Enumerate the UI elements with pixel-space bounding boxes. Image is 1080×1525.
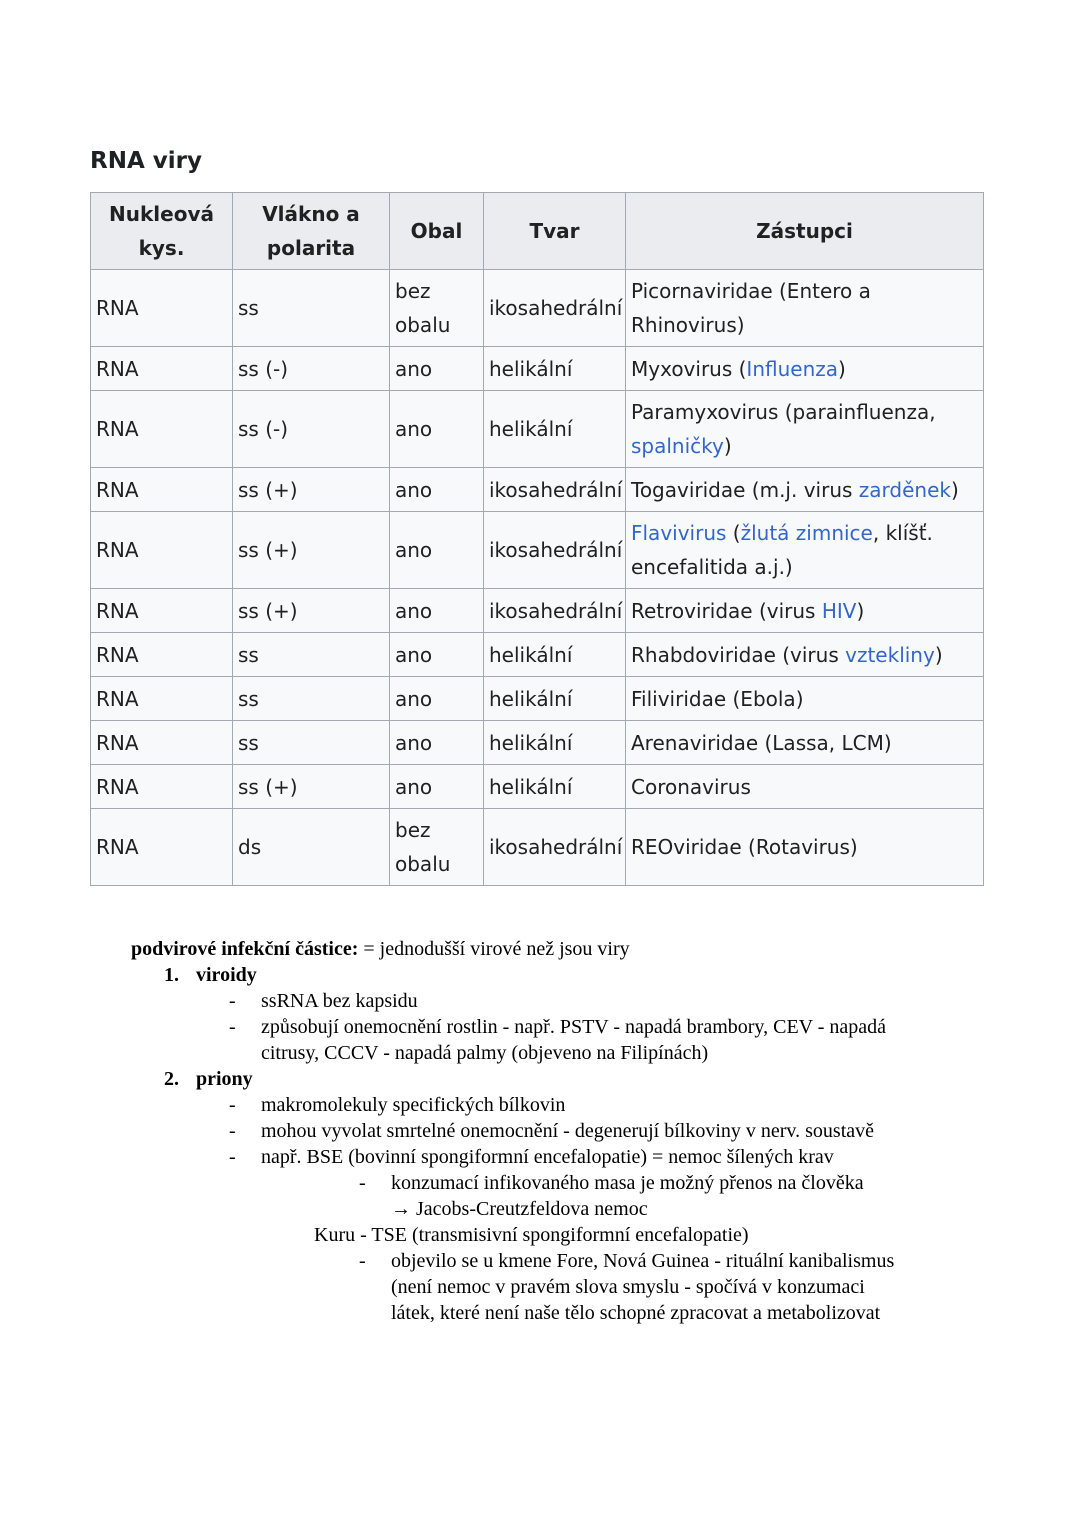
- cell-obal: bez obalu: [390, 809, 484, 886]
- zastupci-text: Togaviridae (m.j. virus: [631, 477, 859, 502]
- cell-kys: RNA: [91, 468, 233, 512]
- virus-link[interactable]: zarděnek: [858, 477, 951, 502]
- cell-zastupci: [626, 347, 984, 391]
- virus-link[interactable]: spalničky: [631, 434, 724, 458]
- cell-zastupci: [626, 391, 984, 468]
- viroidy-point-2: způsobují onemocnění rostlin - např. PSTV - napadá brambory, CEV - napadá: [261, 1016, 887, 1038]
- cell-obal: ano: [390, 765, 484, 809]
- zastupci-text: Paramyxovirus (parainfluenza,: [631, 400, 936, 424]
- zastupci-text: Retroviridae (virus: [631, 598, 822, 623]
- list-item-number: 2.: [164, 1068, 179, 1090]
- virus-link[interactable]: Influenza: [746, 356, 839, 381]
- notes-intro: podvirové infekční částice: = jednodušší virové než jsou viry: [131, 938, 630, 960]
- cell-kys: RNA: [91, 391, 233, 468]
- priony-point-3: např. BSE (bovinní spongiformní encefalopatie) = nemoc šílených krav: [261, 1146, 834, 1168]
- cell-vlakno: ss (+): [233, 512, 390, 589]
- header-tvar: Tvar: [484, 193, 626, 270]
- cell-vlakno: ss (-): [233, 347, 390, 391]
- cell-zastupci: [626, 677, 984, 721]
- cell-vlakno: ss (+): [233, 765, 390, 809]
- cell-kys: RNA: [91, 765, 233, 809]
- cell-vlakno: ss: [233, 270, 390, 347]
- cell-tvar: helikální: [484, 347, 626, 391]
- cell-zastupci: [626, 633, 984, 677]
- header-vlakno-polarita: Vlákno a polarita: [233, 193, 390, 270]
- cell-vlakno: ss: [233, 677, 390, 721]
- zastupci-text: REOviridae (Rotavirus): [631, 835, 858, 859]
- cell-tvar: helikální: [484, 391, 626, 468]
- virus-link[interactable]: Flavivirus: [631, 521, 727, 545]
- virus-link[interactable]: HIV: [821, 598, 857, 623]
- cell-vlakno: ss: [233, 721, 390, 765]
- kuru-line: Kuru - TSE (transmisivní spongiformní encefalopatie): [314, 1224, 749, 1246]
- table-row: [91, 677, 984, 721]
- zastupci-text: Arenaviridae (Lassa, LCM): [631, 730, 892, 755]
- bse-subpoint: konzumací infikovaného masa je možný přenos na člověka: [391, 1172, 864, 1194]
- cell-zastupci: [626, 270, 984, 347]
- bullet-dash: -: [359, 1172, 366, 1194]
- priony-point-1: makromolekuly specifických bílkovin: [261, 1094, 566, 1116]
- table-row: [91, 512, 984, 589]
- zastupci-text: , klíšť. encefalitida a.j.): [631, 521, 933, 579]
- list-item-title-viroidy: viroidy: [196, 964, 257, 986]
- viroidy-point-2-cont: citrusy, CCCV - napadá palmy (objeveno na Filipínách): [261, 1042, 709, 1064]
- header-nukleova-kys: Nukleová kys.: [91, 193, 233, 270]
- cell-obal: ano: [390, 677, 484, 721]
- cell-zastupci: [626, 468, 984, 512]
- list-item-number: 1.: [164, 964, 179, 986]
- zastupci-text: Coronavirus: [631, 774, 751, 799]
- kuru-subpoint-cont: látek, které není naše tělo schopné zpracovat a metabolizovat: [391, 1302, 881, 1324]
- cell-kys: RNA: [91, 677, 233, 721]
- viroidy-point-1: ssRNA bez kapsidu: [261, 990, 418, 1012]
- cell-obal: ano: [390, 589, 484, 633]
- cell-kys: RNA: [91, 809, 233, 886]
- zastupci-text: Picornaviridae (Entero a Rhinovirus): [631, 279, 871, 337]
- cell-tvar: helikální: [484, 765, 626, 809]
- list-item-title-priony: priony: [196, 1068, 253, 1090]
- virus-link[interactable]: žlutá zimnice: [740, 521, 873, 545]
- cell-obal: ano: [390, 512, 484, 589]
- header-zastupci: Zástupci: [626, 193, 984, 270]
- zastupci-text: ): [856, 598, 865, 623]
- cell-obal: ano: [390, 347, 484, 391]
- zastupci-text: ): [950, 477, 959, 502]
- cell-vlakno: ss (-): [233, 391, 390, 468]
- bullet-dash: -: [229, 990, 236, 1012]
- bullet-dash: -: [229, 1146, 236, 1168]
- cell-tvar: helikální: [484, 677, 626, 721]
- cell-vlakno: ss (+): [233, 589, 390, 633]
- cell-kys: RNA: [91, 589, 233, 633]
- cell-vlakno: ds: [233, 809, 390, 886]
- header-obal: Obal: [390, 193, 484, 270]
- table-row: [91, 721, 984, 765]
- zastupci-text: Rhabdoviridae (virus: [631, 642, 846, 667]
- bullet-dash: -: [229, 1016, 236, 1038]
- cell-obal: ano: [390, 633, 484, 677]
- cell-tvar: ikosahedrální: [484, 589, 626, 633]
- cell-zastupci: [626, 765, 984, 809]
- cell-zastupci: [626, 589, 984, 633]
- cell-tvar: helikální: [484, 721, 626, 765]
- table-row: [91, 589, 984, 633]
- cell-vlakno: ss: [233, 633, 390, 677]
- cell-kys: RNA: [91, 721, 233, 765]
- cell-obal: ano: [390, 391, 484, 468]
- zastupci-text: (: [726, 521, 741, 545]
- priony-point-2: mohou vyvolat smrtelné onemocnění - degenerují bílkoviny v nerv. soustavě: [261, 1120, 875, 1142]
- cell-vlakno: ss (+): [233, 468, 390, 512]
- rna-viruses-table: [90, 192, 984, 886]
- zastupci-text: Filiviridae (Ebola): [631, 686, 804, 711]
- table-row: [91, 347, 984, 391]
- cell-zastupci: [626, 512, 984, 589]
- cell-obal: bez obalu: [390, 270, 484, 347]
- cell-zastupci: [626, 721, 984, 765]
- kuru-subpoint: objevilo se u kmene Fore, Nová Guinea - rituální kanibalismus: [391, 1250, 895, 1272]
- table-row: [91, 270, 984, 347]
- table-row: [91, 809, 984, 886]
- table-body: [91, 270, 984, 886]
- table-row: [91, 391, 984, 468]
- table-row: [91, 633, 984, 677]
- table-row: [91, 765, 984, 809]
- bullet-dash: -: [229, 1120, 236, 1142]
- cell-kys: RNA: [91, 633, 233, 677]
- cell-kys: RNA: [91, 270, 233, 347]
- bullet-dash: -: [229, 1094, 236, 1116]
- zastupci-text: Myxovirus (: [631, 356, 747, 381]
- cell-tvar: ikosahedrální: [484, 809, 626, 886]
- zastupci-text: ): [838, 356, 846, 381]
- cell-tvar: ikosahedrální: [484, 512, 626, 589]
- zastupci-text: ): [723, 434, 732, 458]
- cell-tvar: ikosahedrální: [484, 468, 626, 512]
- table-header-row: [91, 193, 984, 270]
- cell-kys: RNA: [91, 347, 233, 391]
- cell-tvar: helikální: [484, 633, 626, 677]
- cell-obal: ano: [390, 468, 484, 512]
- zastupci-text: ): [934, 642, 943, 667]
- cell-obal: ano: [390, 721, 484, 765]
- bullet-dash: -: [359, 1250, 366, 1272]
- kuru-subpoint-cont: (není nemoc v pravém slova smyslu - spočívá v konzumaci: [391, 1276, 865, 1298]
- bse-subpoint-cont: → Jacobs-Creutzfeldova nemoc: [391, 1198, 648, 1220]
- cell-zastupci: [626, 809, 984, 886]
- virus-link[interactable]: vztekliny: [845, 642, 935, 667]
- table-row: [91, 468, 984, 512]
- table-heading: RNA viry: [90, 148, 202, 174]
- cell-tvar: ikosahedrální: [484, 270, 626, 347]
- cell-kys: RNA: [91, 512, 233, 589]
